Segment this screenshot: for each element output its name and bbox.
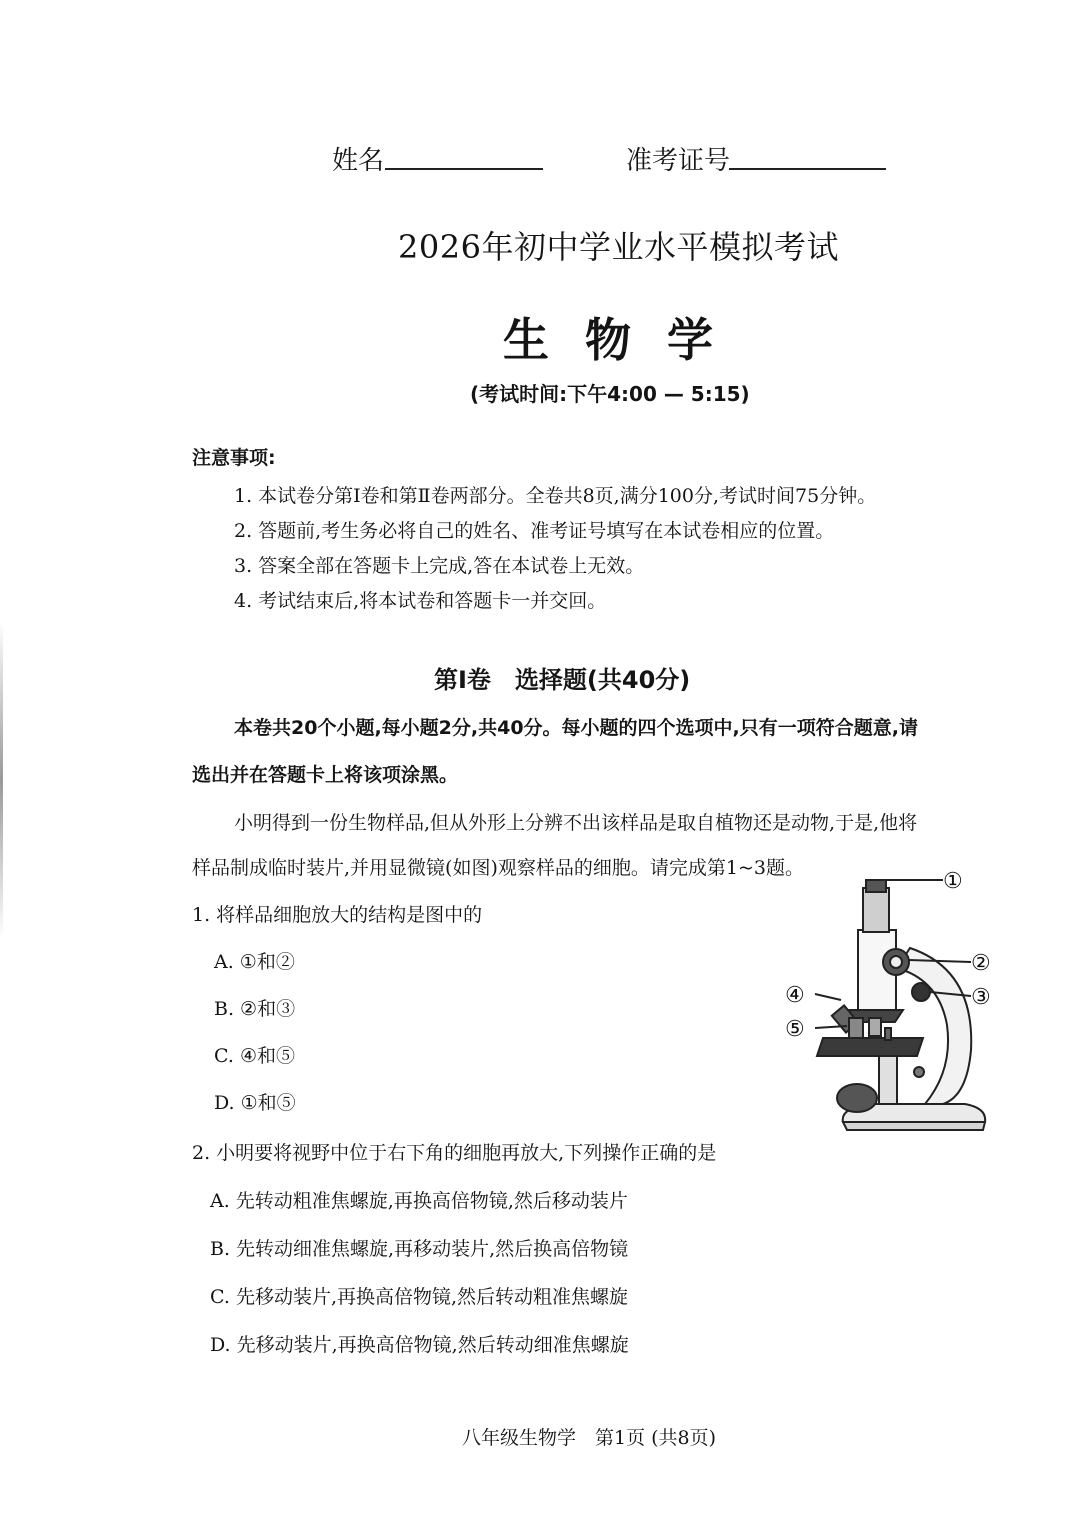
question-2-option-a: A. 先转动粗准焦螺旋,再换高倍物镜,然后移动装片 bbox=[210, 1190, 628, 1212]
figure-label: ② bbox=[971, 951, 991, 976]
exam-time: (考试时间:下午4:00 — 5:15) bbox=[470, 382, 750, 406]
notice-heading: 注意事项: bbox=[192, 447, 276, 469]
exam-title: 2026年初中学业水平模拟考试 bbox=[398, 228, 839, 266]
scan-edge-shadow bbox=[0, 620, 3, 940]
section-instructions: 选出并在答题卡上将该项涂黑。 bbox=[192, 764, 459, 786]
question-1-option-d: D. ①和⑤ bbox=[214, 1092, 296, 1114]
figure-label: ⑤ bbox=[785, 1017, 805, 1042]
question-context: 小明得到一份生物样品,但从外形上分辨不出该样品是取自植物还是动物,于是,他将 bbox=[234, 812, 918, 834]
question-1-stem: 1. 将样品细胞放大的结构是图中的 bbox=[192, 904, 483, 926]
figure-label: ① bbox=[943, 869, 963, 894]
notice-item: 2. 答题前,考生务必将自己的姓名、准考证号填写在本试卷相应的位置。 bbox=[234, 520, 835, 542]
name-blank bbox=[385, 168, 543, 170]
ticket-number-label: 准考证号 bbox=[626, 146, 731, 176]
section-title: 第Ⅰ卷 选择题(共40分) bbox=[434, 666, 691, 694]
name-label: 姓名 bbox=[332, 146, 385, 176]
figure-label: ④ bbox=[785, 983, 805, 1008]
section-instructions: 本卷共20个小题,每小题2分,共40分。每小题的四个选项中,只有一项符合题意,请 bbox=[234, 717, 918, 739]
question-1-option-b: B. ②和③ bbox=[214, 998, 296, 1020]
subject-title: 生物学 bbox=[503, 313, 749, 367]
page-footer: 八年级生物学 第1页 (共8页) bbox=[462, 1427, 717, 1449]
question-context: 样品制成临时装片,并用显微镜(如图)观察样品的细胞。请完成第1~3题。 bbox=[192, 857, 804, 879]
question-2-stem: 2. 小明要将视野中位于右下角的细胞再放大,下列操作正确的是 bbox=[192, 1142, 717, 1164]
question-1-option-c: C. ④和⑤ bbox=[214, 1045, 295, 1067]
notice-item: 4. 考试结束后,将本试卷和答题卡一并交回。 bbox=[234, 590, 607, 612]
question-2-option-d: D. 先移动装片,再换高倍物镜,然后转动细准焦螺旋 bbox=[210, 1334, 629, 1356]
figure-label: ③ bbox=[971, 985, 991, 1010]
notice-item: 1. 本试卷分第Ⅰ卷和第Ⅱ卷两部分。全卷共8页,满分100分,考试时间75分钟。 bbox=[234, 485, 877, 507]
notice-item: 3. 答案全部在答题卡上完成,答在本试卷上无效。 bbox=[234, 555, 645, 577]
microscope-figure bbox=[775, 860, 1005, 1150]
question-1-option-a: A. ①和② bbox=[214, 951, 295, 973]
question-2-option-b: B. 先转动细准焦螺旋,再移动装片,然后换高倍物镜 bbox=[210, 1238, 629, 1260]
ticket-number-blank bbox=[729, 168, 886, 170]
question-2-option-c: C. 先移动装片,再换高倍物镜,然后转动粗准焦螺旋 bbox=[210, 1286, 629, 1308]
